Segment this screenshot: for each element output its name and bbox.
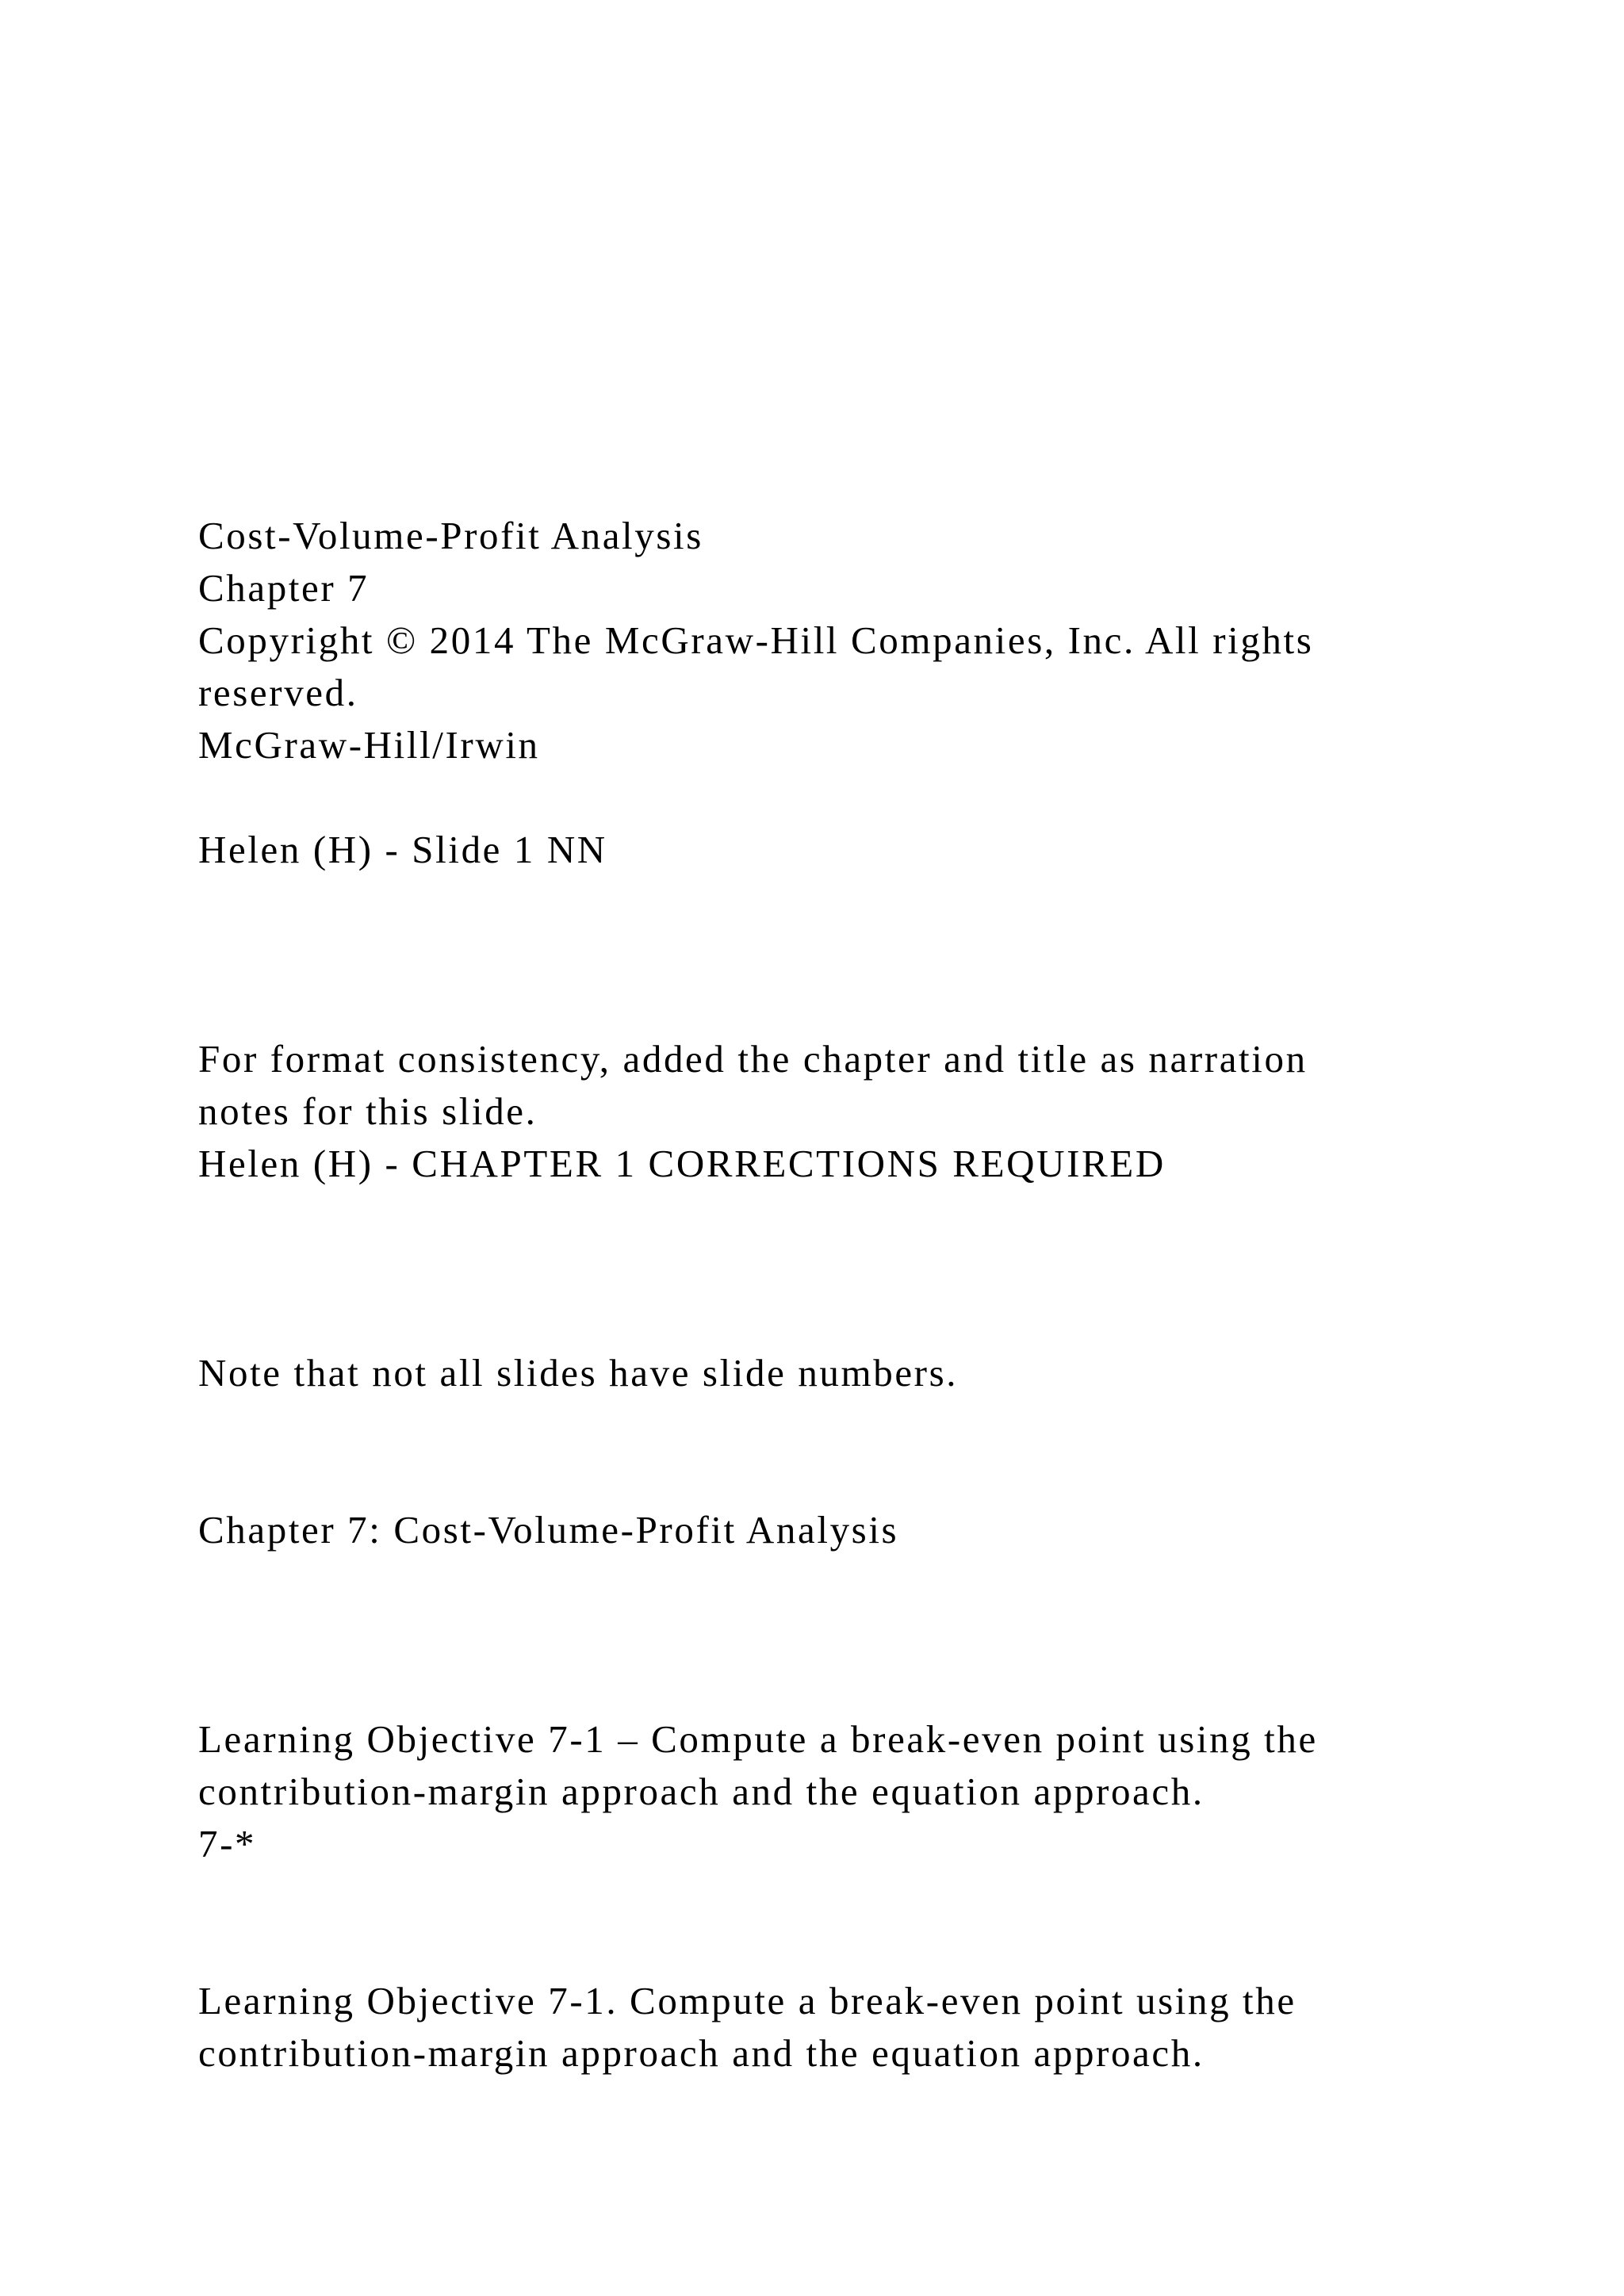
learning-objective-notes-line: contribution-margin approach and the equation approach.	[198, 2031, 1205, 2075]
narration-comment-line: For format consistency, added the chapter and title as narration	[198, 1037, 1308, 1081]
publisher-line: McGraw-Hill/Irwin	[198, 723, 540, 767]
learning-objective-line: Learning Objective 7-1 – Compute a break-even point using the	[198, 1717, 1318, 1761]
learning-objective-line: contribution-margin approach and the equation approach.	[198, 1770, 1205, 1813]
reviewer-comment: Helen (H) - Slide 1 NN	[198, 828, 607, 871]
narration-comment-line: notes for this slide.	[198, 1089, 538, 1133]
corrections-comment: Helen (H) - CHAPTER 1 CORRECTIONS REQUIRED	[198, 1142, 1166, 1185]
slide-number-note: Note that not all slides have slide numbers.	[198, 1351, 959, 1395]
copyright-line-continued: reserved.	[198, 671, 358, 714]
document-title: Cost-Volume-Profit Analysis	[198, 514, 703, 557]
slide-number: 7-*	[198, 1822, 257, 1866]
chapter-label: Chapter 7	[198, 566, 370, 610]
chapter-heading: Chapter 7: Cost-Volume-Profit Analysis	[198, 1508, 899, 1552]
copyright-line: Copyright © 2014 The McGraw-Hill Companies, Inc. All rights	[198, 618, 1314, 662]
learning-objective-notes-line: Learning Objective 7-1. Compute a break-even point using the	[198, 1979, 1297, 2022]
